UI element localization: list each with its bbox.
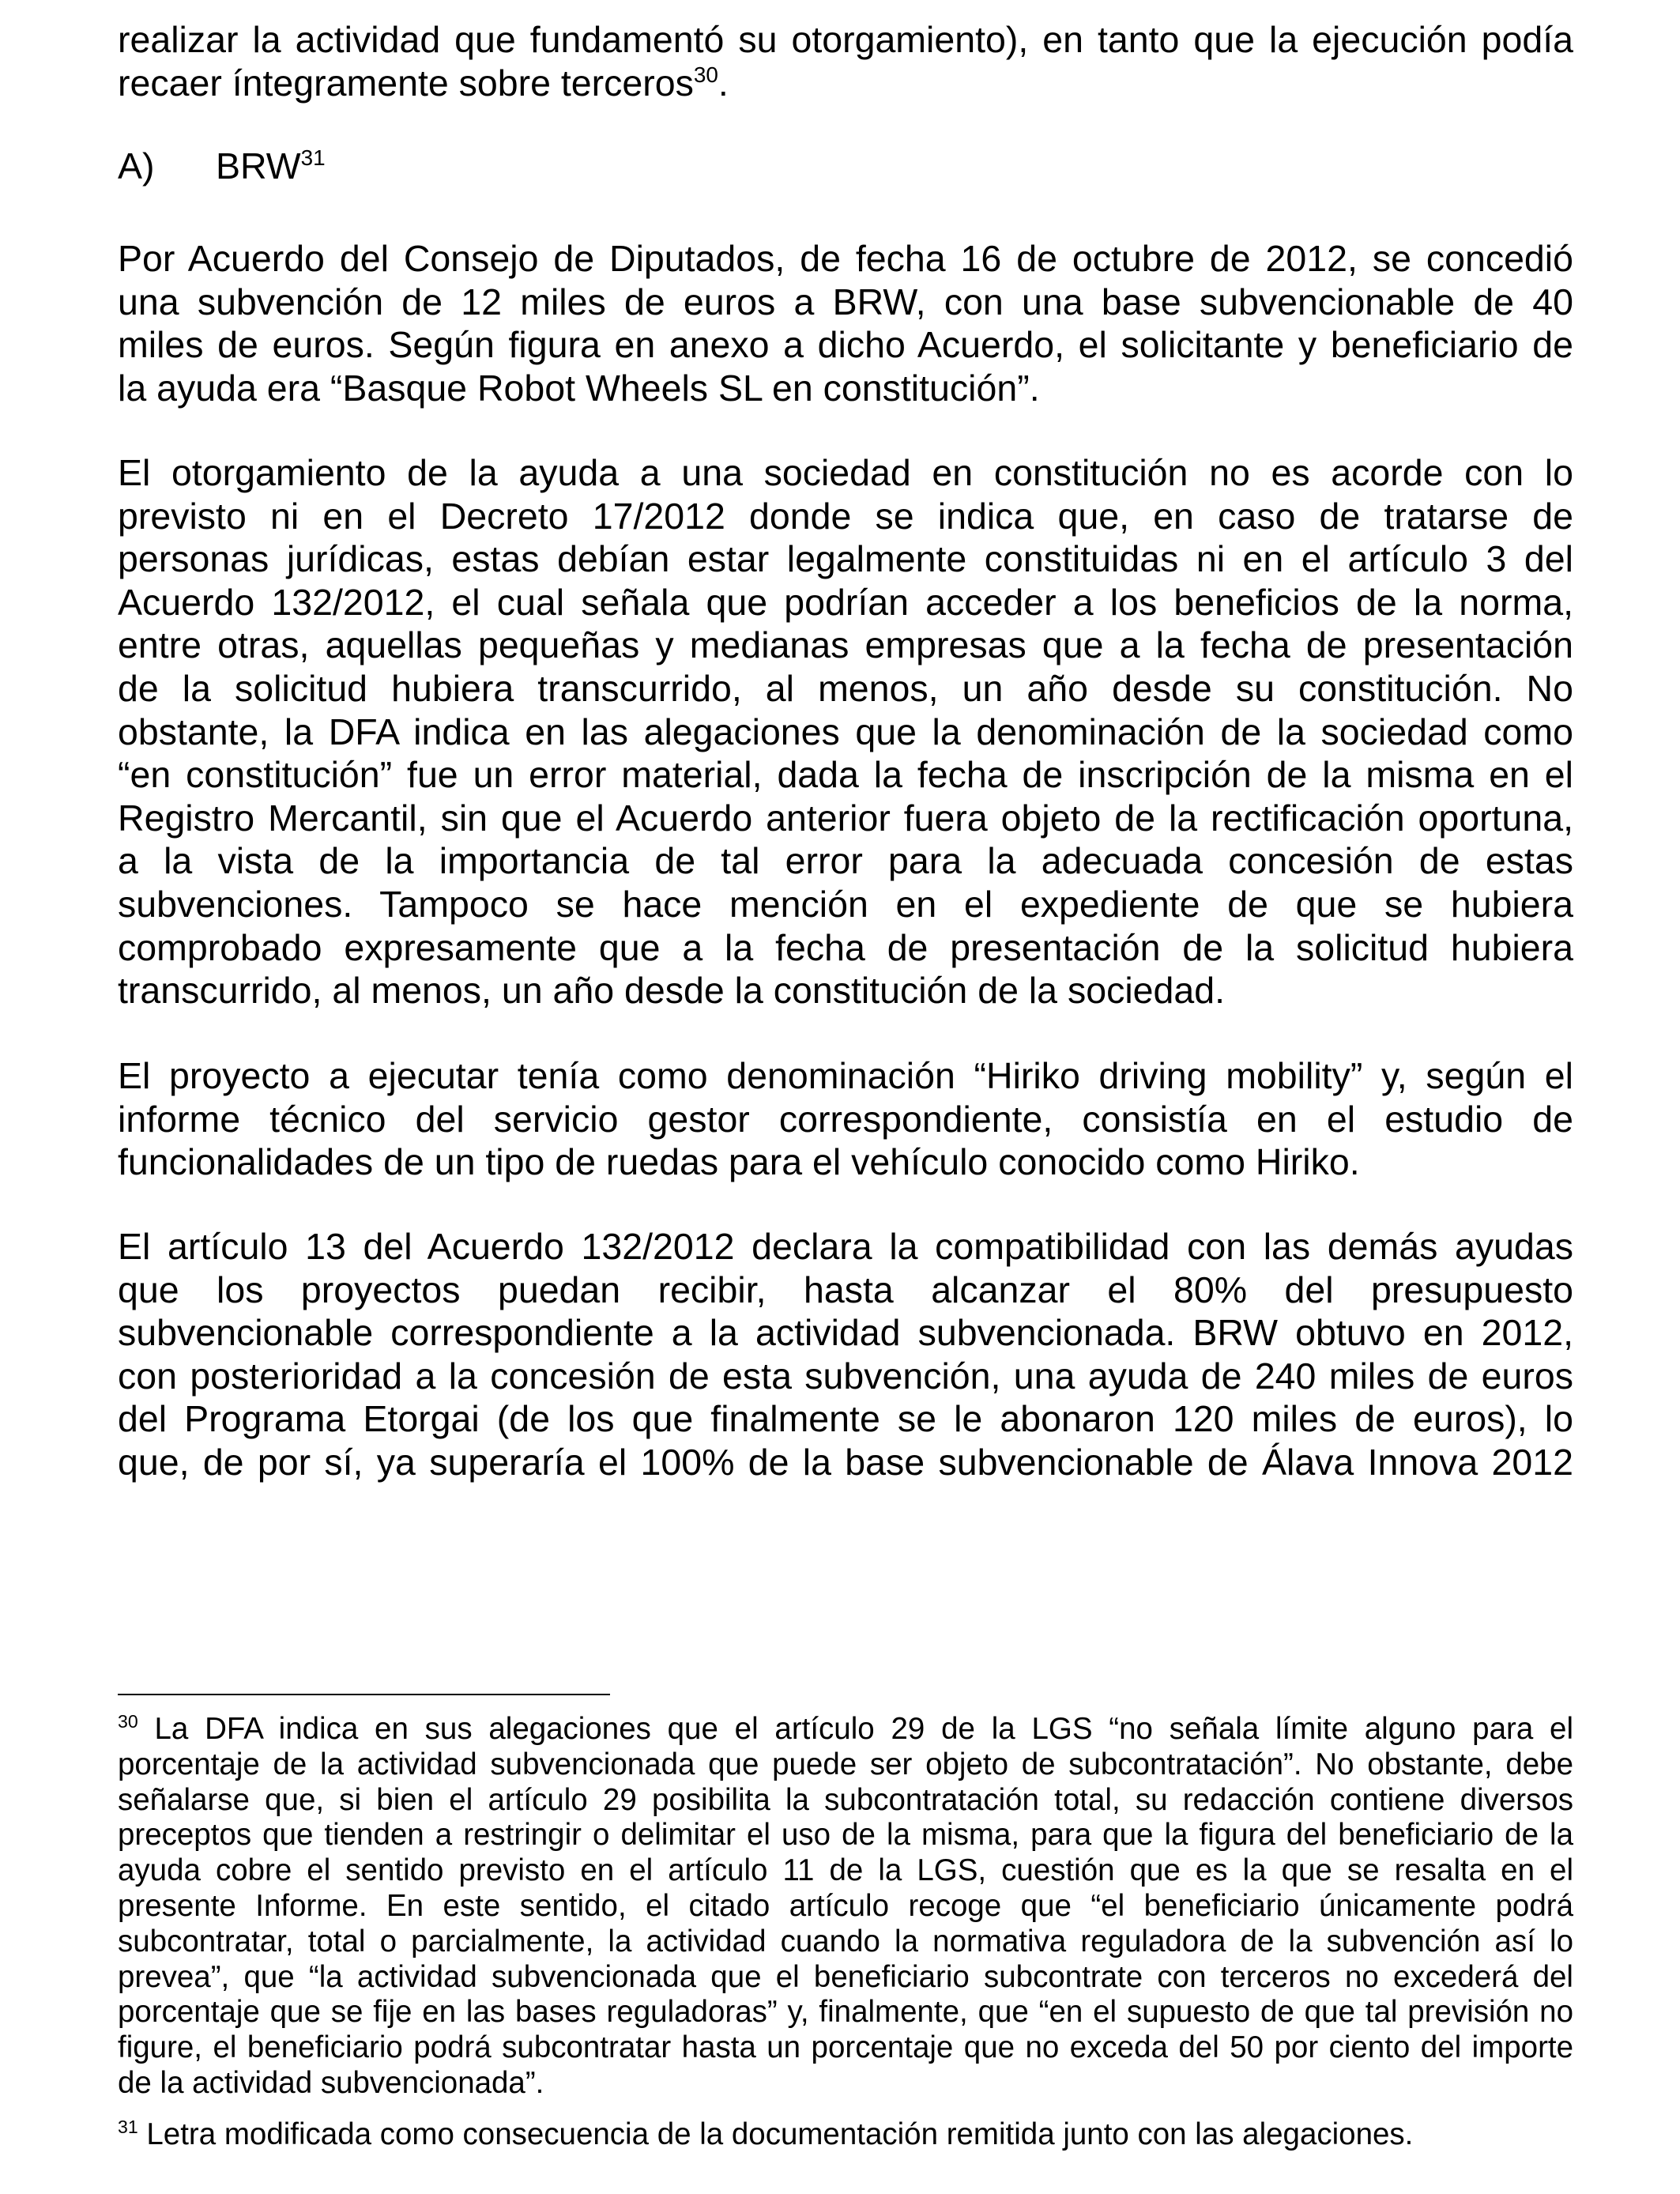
paragraph-line: “en constitución” fue un error material, dada la fecha de inscripción de la misma en el	[118, 754, 1573, 796]
footnote-line	[118, 1712, 1573, 1747]
section-heading-line	[118, 145, 1573, 188]
footnote-line	[118, 2117, 1573, 2153]
footnote-line: subcontratar, total o parcialmente, la actividad cuando la normativa reguladora de la subvención así lo	[118, 1924, 1573, 1958]
footnote-31	[118, 2117, 1573, 2153]
paragraph-line: la ayuda era “Basque Robot Wheels SL en constitución”.	[118, 367, 1040, 409]
paragraph-line: Registro Mercantil, sin que el Acuerdo anterior fuera objeto de la rectificación oportuna,	[118, 797, 1573, 839]
footnote-ref-31: 31	[300, 145, 326, 171]
footnote-line: prevea”, que “la actividad subvencionada que el beneficiario subcontrate con terceros no excederá del	[118, 1959, 1573, 1994]
footnote-number: 30	[118, 1711, 138, 1732]
paragraph-line: subvenciones. Tampoco se hace mención en el expediente de que se hubiera	[118, 883, 1573, 925]
paragraph-line: subvencionable correspondiente a la actividad subvencionada. BRW obtuvo en 2012,	[118, 1312, 1573, 1354]
section-heading	[118, 145, 1573, 188]
paragraph-line: del Programa Etorgai (de los que finalmente se le abonaron 120 miles de euros), lo	[118, 1398, 1573, 1440]
footnote-30	[118, 1712, 1573, 2102]
paragraph-line: transcurrido, al menos, un año desde la constitución de la sociedad.	[118, 970, 1226, 1012]
footnote-line: presente Informe. En este sentido, el citado artículo recoge que “el beneficiario únicamente podrá	[118, 1888, 1573, 1923]
paragraph-2	[118, 451, 1573, 1012]
paragraph-line: El artículo 13 del Acuerdo 132/2012 declara la compatibilidad con las demás ayudas	[118, 1226, 1573, 1267]
paragraph-line: informe técnico del servicio gestor correspondiente, consistía en el estudio de	[118, 1098, 1573, 1140]
intro-paragraph	[118, 18, 1573, 104]
footnote-line: porcentaje que se fije en las bases reguladoras” y, finalmente, que “en el supuesto de que tal previsión no	[118, 1995, 1573, 2030]
paragraph-line: obstante, la DFA indica en las alegaciones que la denominación de la sociedad como	[118, 711, 1573, 752]
footnote-line: porcentaje de la actividad subvencionada que puede ser objeto de subcontratación”. No obstante, debe	[118, 1747, 1573, 1781]
paragraph-line-end: .	[718, 62, 729, 104]
paragraph-line: que los proyectos puedan recibir, hasta alcanzar el 80% del presupuesto	[118, 1269, 1573, 1310]
paragraph-line: de la solicitud hubiera transcurrido, al menos, un año desde su constitución. No	[118, 667, 1573, 709]
footnote-number: 31	[118, 2117, 138, 2138]
footnote-line-text: Letra modificada como consecuencia de la documentación remitida junto con las alegaciones.	[146, 2117, 1414, 2151]
paragraph-line-text: recaer íntegramente sobre terceros	[118, 62, 694, 104]
footnote-line: de la actividad subvencionada”.	[118, 2065, 544, 2100]
footnote-line: señalarse que, si bien el artículo 29 posibilita la subcontratación total, su redacción contiene diversos	[118, 1782, 1573, 1817]
paragraph-4	[118, 1225, 1573, 1484]
section-title: BRW	[216, 145, 301, 187]
paragraph-line: El proyecto a ejecutar tenía como denominación “Hiriko driving mobility” y, según el	[118, 1055, 1573, 1096]
footnote-line: figure, el beneficiario podrá subcontratar hasta un porcentaje que no exceda del 50 por ciento del importe	[118, 2030, 1573, 2065]
paragraph-line: a la vista de la importancia de tal error para la adecuada concesión de estas	[118, 840, 1573, 882]
paragraph-line: El otorgamiento de la ayuda a una sociedad en constitución no es acorde con lo	[118, 452, 1573, 493]
paragraph-line: comprobado expresamente que a la fecha de presentación de la solicitud hubiera	[118, 926, 1573, 968]
paragraph-line: Por Acuerdo del Consejo de Diputados, de fecha 16 de octubre de 2012, se concedió	[118, 238, 1573, 279]
footnote-line: ayuda cobre el sentido previsto en el artículo 11 de la LGS, cuestión que es la que se resalta en el	[118, 1853, 1573, 1888]
paragraph-line	[118, 62, 1573, 105]
footnote-separator	[118, 1694, 610, 1695]
paragraph-line: personas jurídicas, estas debían estar legalmente constituidas ni en el artículo 3 del	[118, 538, 1573, 580]
paragraph-line: Acuerdo 132/2012, el cual señala que podrían acceder a los beneficios de la norma,	[118, 581, 1573, 623]
paragraph-line: funcionalidades de un tipo de ruedas para el vehículo conocido como Hiriko.	[118, 1141, 1360, 1183]
paragraph-line: miles de euros. Según figura en anexo a dicho Acuerdo, el solicitante y beneficiario de	[118, 324, 1573, 366]
paragraph-3	[118, 1054, 1573, 1184]
footnote-ref-30: 30	[693, 62, 718, 87]
section-label: A)	[118, 145, 155, 187]
paragraph-line: que, de por sí, ya superaría el 100% de la base subvencionable de Álava Innova 2012	[118, 1441, 1573, 1483]
paragraph-line: entre otras, aquellas pequeñas y medianas empresas que a la fecha de presentación	[118, 624, 1573, 666]
paragraph-1	[118, 237, 1573, 409]
paragraph-line: previsto ni en el Decreto 17/2012 donde se indica que, en caso de tratarse de	[118, 495, 1573, 537]
paragraph-line: una subvención de 12 miles de euros a BRW, con una base subvencionable de 40	[118, 281, 1573, 322]
footnote-line: preceptos que tienden a restringir o delimitar el uso de la misma, para que la figura del beneficiario de la	[118, 1818, 1573, 1853]
footnote-line-text: La DFA indica en sus alegaciones que el artículo 29 de la LGS “no señala límite alguno para el	[154, 1712, 1573, 1746]
paragraph-line: con posterioridad a la concesión de esta subvención, una ayuda de 240 miles de euros	[118, 1355, 1573, 1397]
paragraph-line: realizar la actividad que fundamentó su otorgamiento), en tanto que la ejecución podía	[118, 19, 1573, 60]
